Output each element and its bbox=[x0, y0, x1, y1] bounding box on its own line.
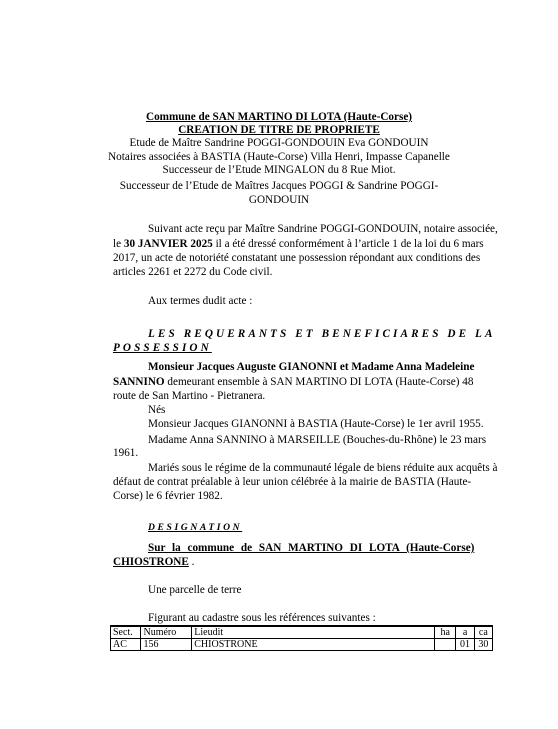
intro-le: le bbox=[113, 238, 124, 250]
designation-dot: . bbox=[188, 556, 195, 568]
designation-lieudit: CHIOSTRONE bbox=[113, 556, 189, 568]
birth-2a: Madame Anna SANNINO à MARSEILLE (Bouches-du-Rhône) le 23 mars bbox=[148, 434, 487, 446]
col-a: a bbox=[456, 626, 474, 639]
act-date: 30 JANVIER 2025 bbox=[123, 238, 213, 250]
col-numero: Numéro bbox=[141, 626, 192, 639]
beneficiary-surname: SANNINO bbox=[113, 376, 165, 388]
cell-numero: 156 bbox=[141, 639, 192, 651]
designation-heading: DESIGNATION bbox=[148, 522, 243, 533]
header-line-2: Notaires associées à BASTIA (Haute-Corse) Villa Henri, Impasse Capanelle bbox=[108, 151, 450, 163]
cell-lieudit: CHIOSTRONE bbox=[192, 639, 435, 651]
col-ca: ca bbox=[474, 626, 492, 639]
designation-commune-line-1: Sur la commune de SAN MARTINO DI LOTA (Haute-Corse) bbox=[148, 542, 475, 554]
col-ha: ha bbox=[435, 626, 456, 639]
requerants-heading-1: LES REQUERANTS ET BENEFICIARES DE LA bbox=[148, 328, 496, 340]
header-line-5: GONDOUIN bbox=[248, 194, 310, 206]
header-line-1: Etude de Maître Sandrine POGGI-GONDOUIN Eva GONDOUIN bbox=[129, 137, 429, 149]
beneficiaries-line-3: route de San Martino - Pietranera. bbox=[113, 390, 266, 402]
intro-aux-termes: Aux termes dudit acte : bbox=[148, 295, 253, 307]
marriage-line-3: Corse) le 6 février 1982. bbox=[113, 490, 223, 502]
marriage-line-2: défaut de contrat préalable à leur union célébrée à la mairie de BASTIA (Haute- bbox=[113, 476, 472, 488]
cell-ha bbox=[435, 639, 456, 651]
beneficiaries-names: Monsieur Jacques Auguste GIANONNI et Madame Anna Madeleine bbox=[148, 361, 475, 373]
beneficiaries-address: demeurant ensemble à SAN MARTINO DI LOTA (Haute-Corse) 48 bbox=[164, 376, 474, 388]
marriage-line-1: Mariés sous le régime de la communauté légale de biens réduite aux acquêts à bbox=[148, 462, 498, 474]
intro-rest: il a été dressé conformément à l’article 1 de la loi du 6 mars bbox=[212, 238, 484, 250]
birth-2b: 1961. bbox=[113, 447, 139, 459]
commune-heading: Commune de SAN MARTINO DI LOTA (Haute-Corse) bbox=[145, 111, 413, 123]
table-row bbox=[111, 639, 493, 651]
cell-ca: 30 bbox=[474, 639, 492, 651]
parcelle-label: Une parcelle de terre bbox=[148, 584, 242, 596]
document-title: CREATION DE TITRE DE PROPRIETE bbox=[178, 124, 380, 136]
cadastre-intro: Figurant au cadastre sous les références suivantes : bbox=[148, 612, 376, 624]
cadastre-header-row bbox=[111, 626, 493, 639]
beneficiaries-line-2 bbox=[113, 376, 473, 389]
intro-line-1: Suivant acte reçu par Maître Sandrine POGGI-GONDOUIN, notaire associée, bbox=[148, 223, 498, 235]
birth-1: Monsieur Jacques GIANONNI à BASTIA (Haute-Corse) le 1er avril 1955. bbox=[148, 418, 484, 430]
header-line-4: Successeur de l’Etude de Maîtres Jacques POGGI & Sandrine POGGI- bbox=[119, 180, 439, 192]
header-line-3: Successeur de l’Etude MINGALON du 8 Rue Miot. bbox=[162, 164, 396, 176]
designation-commune-line-2 bbox=[113, 556, 194, 569]
intro-line-3: 2017, un acte de notoriété constatant une possession répondant aux conditions des bbox=[113, 252, 481, 264]
nes-label: Nés bbox=[148, 404, 166, 416]
cadastre-table bbox=[110, 625, 493, 651]
requerants-heading-2: POSSESSION bbox=[113, 342, 212, 354]
cell-a: 01 bbox=[456, 639, 474, 651]
intro-line-2 bbox=[113, 238, 533, 251]
cell-sect: AC bbox=[111, 639, 141, 651]
intro-line-4: articles 2261 et 2272 du Code civil. bbox=[113, 266, 273, 278]
col-sect: Sect. bbox=[111, 626, 141, 639]
col-lieudit: Lieudit bbox=[192, 626, 435, 639]
